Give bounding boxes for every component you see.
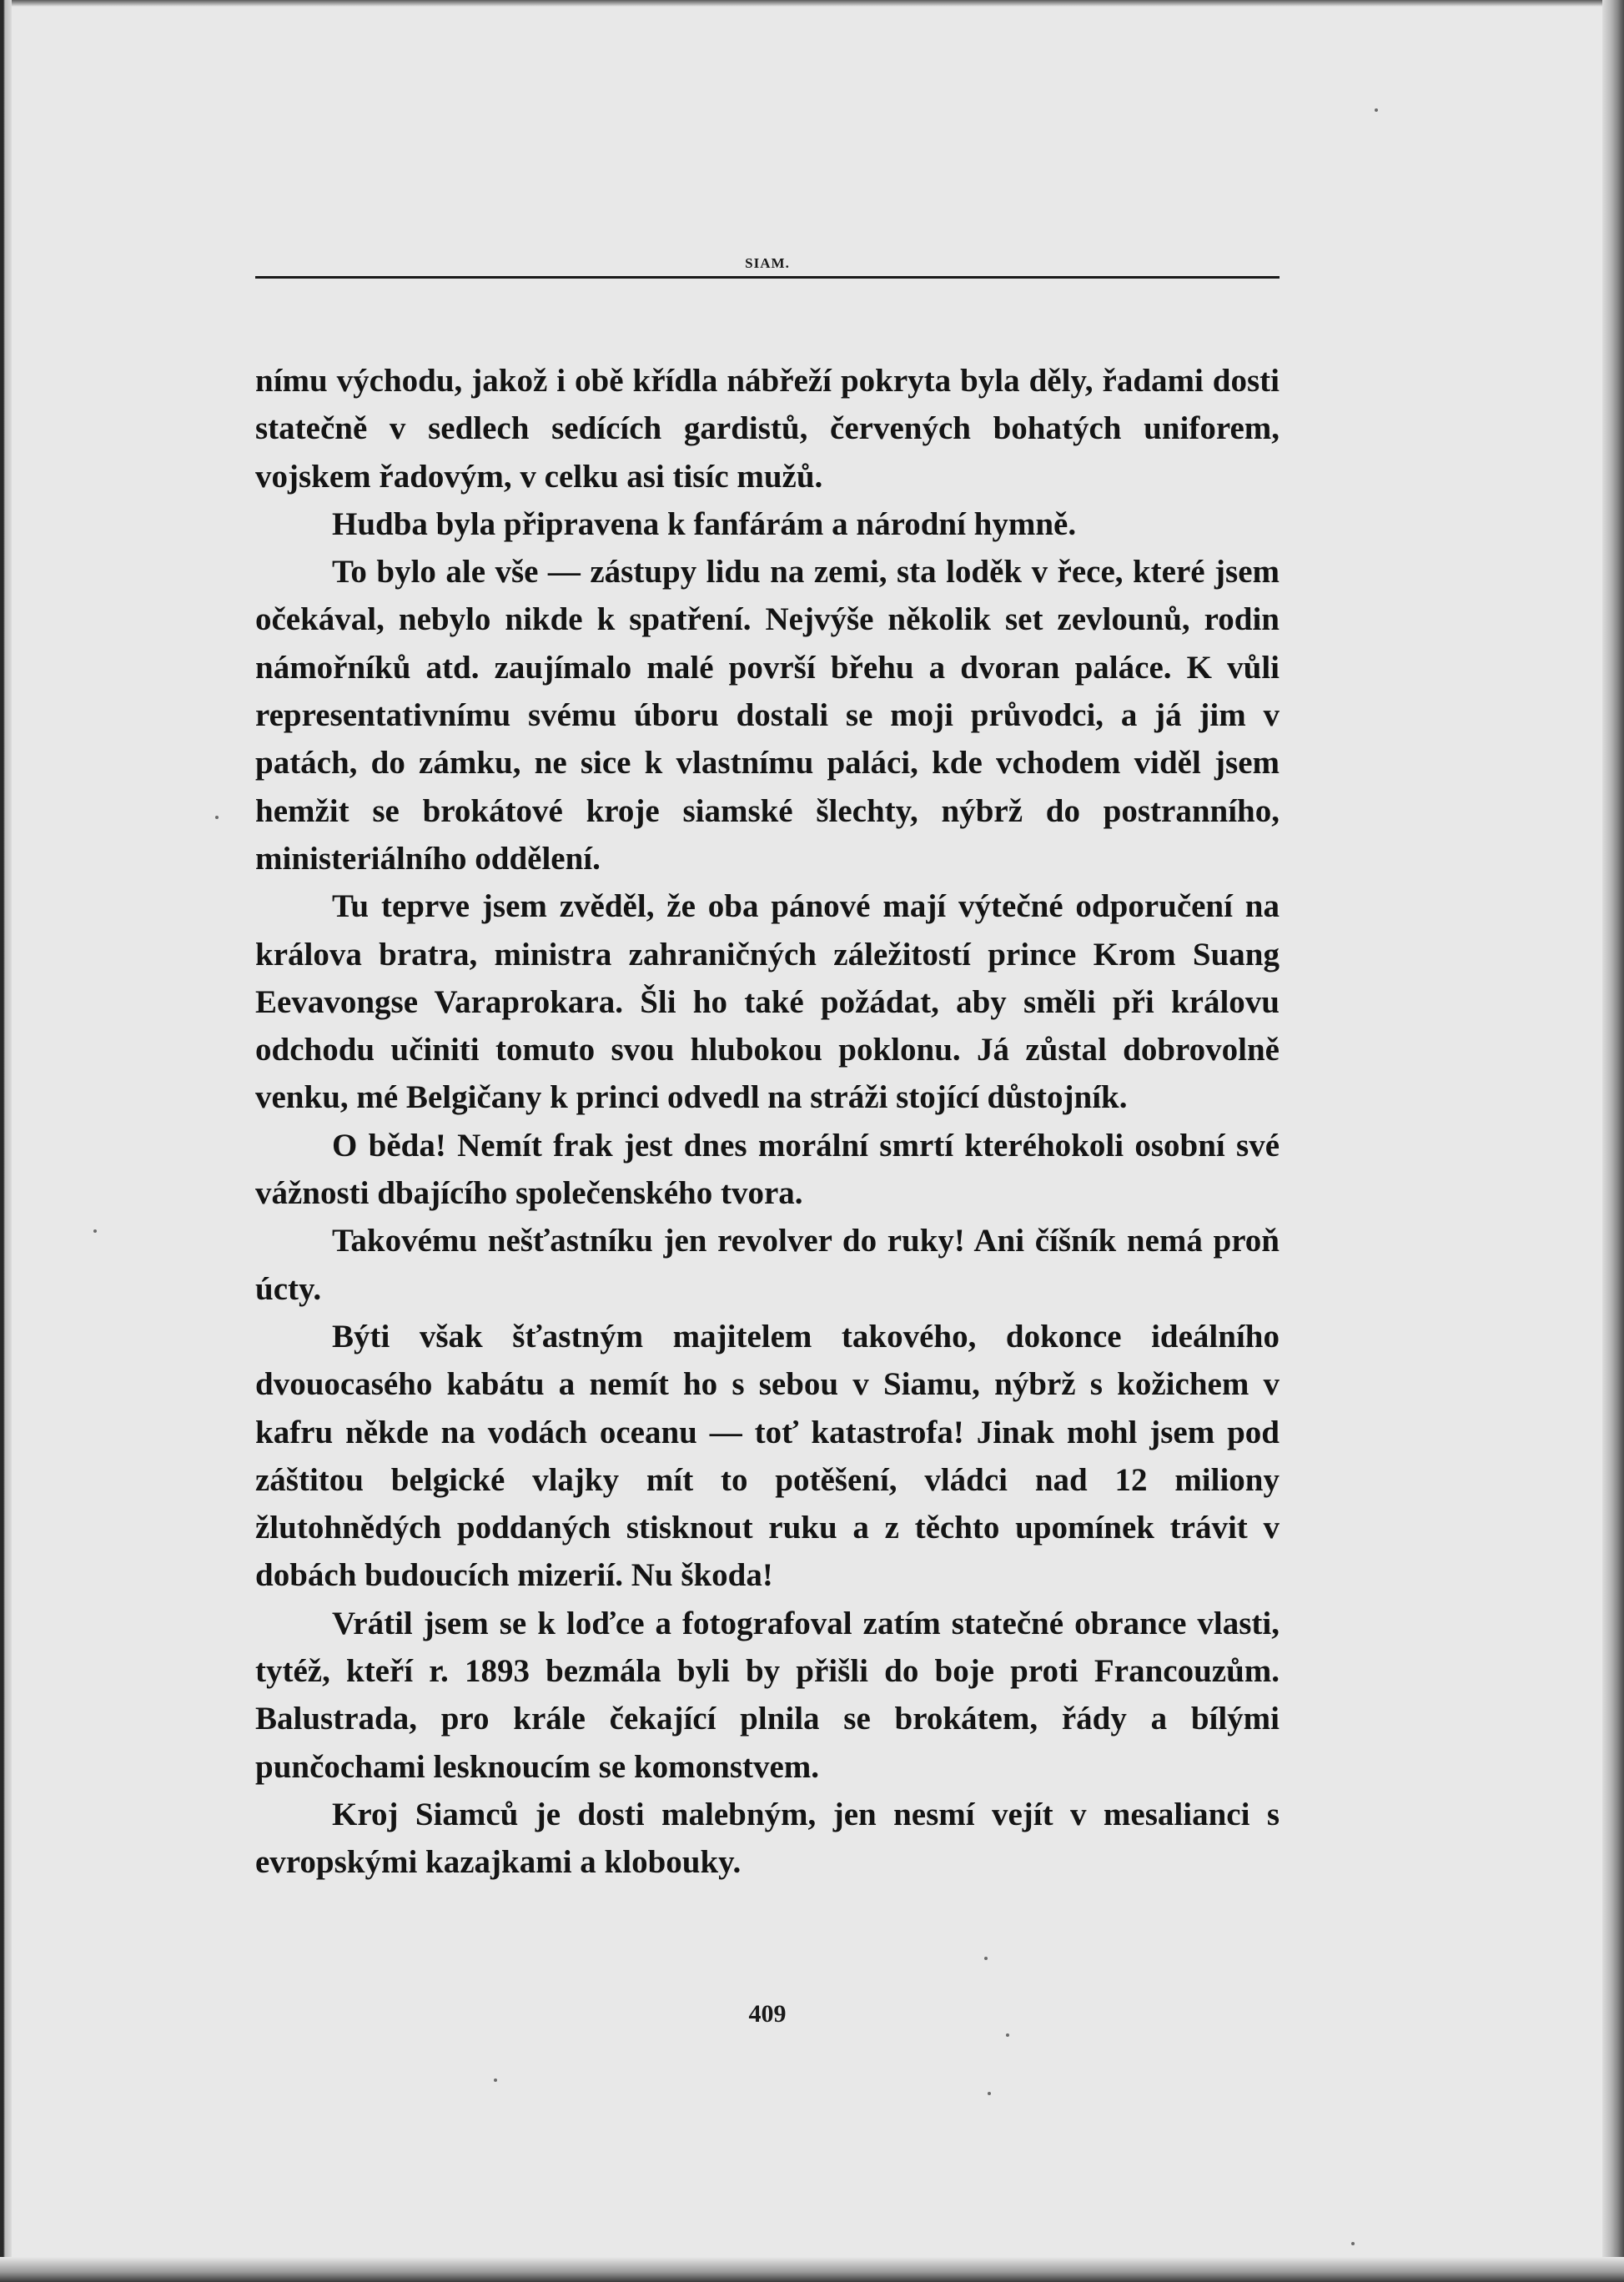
scan-speck <box>494 2078 497 2082</box>
paragraph: To bylo ale vše — zástupy lidu na zemi, sta loděk v řece, které jsem očekával, nebylo nikde k spatření. Nejvýše několik set zevlounů, rodin námořníků atd. zaujímalo malé površí břehu a dvoran paláce. K vůli representativnímu svému úboru dostali se moji průvodci, a já jim v patách, do zámku, ne sice k vlastnímu paláci, kde vchodem viděl jsem hemžit se brokátové kroje siamské šlechty, nýbrž do postranního, ministeriálního oddělení. <box>255 554 1280 877</box>
paragraph: O běda! Nemít frak jest dnes morální smrtí kteréhokoli osobní své vážnosti dbajícího společenského tvora. <box>255 1127 1280 1212</box>
paragraph: Vrátil jsem se k loďce a fotografoval zatím statečné obrance vlasti, tytéž, kteří r. 1893 bezmála byli by přišli do boje proti Francouzům. Balustrada, pro krále čekající plnila se brokátem, řády a bílými punčochami lesknoucím se komonstvem. <box>255 1605 1280 1785</box>
scan-speck <box>215 816 219 819</box>
paragraph: nímu východu, jakož i obě křídla nábřeží pokryta byla děly, řadami dosti statečně v sedlech sedících gardistů, červených bohatých uniforem, vojskem řadovým, v celku asi tisíc mužů. <box>255 363 1280 495</box>
paragraph: Tu teprve jsem zvěděl, že oba pánové mají výtečné odporučení na králova bratra, ministra zahraničných záležitostí prince Krom Suang Eevavongse Varaprokara. Šli ho také požádat, aby směli při královu odchodu učiniti tomuto svou hlubokou poklonu. Já zůstal dobrovolně venku, mé Belgičany k princi odvedl na stráži stojící důstojník. <box>255 888 1280 1116</box>
paragraph: Kroj Siamců je dosti malebným, jen nesmí vejít v mesalianci s evropskými kazajkami a klobouky. <box>255 1796 1280 1881</box>
scan-speck <box>1006 2033 1009 2037</box>
scan-edge-top <box>0 0 1624 7</box>
header-rule <box>255 276 1280 279</box>
running-head: SIAM. <box>745 255 790 271</box>
scan-edge-bottom <box>0 2257 1624 2282</box>
scan-speck <box>93 1229 97 1233</box>
scan-edge-right <box>1602 0 1624 2282</box>
paragraph: Takovému nešťastníku jen revolver do ruky! Ani číšník nemá proň úcty. <box>255 1223 1280 1307</box>
paragraph: Hudba byla připravena k fanfárám a národní hymně. <box>332 505 1077 542</box>
body-text <box>255 357 1280 1887</box>
scan-edge-left <box>0 0 12 2282</box>
scan-speck <box>984 1957 988 1960</box>
scan-speck <box>1351 2242 1355 2245</box>
paragraph: Býti však šťastným majitelem takového, dokonce ideálního dvouocasého kabátu a nemít ho s sebou v Siamu, nýbrž s kožichem v kafru někde na vodách oceanu — toť katastrofa! Jinak mohl jsem pod záštitou belgické vlajky mít to potěšení, vládci nad 12 miliony žlutohnědých poddaných stisknout ruku a z těchto upomínek trávit v dobách budoucích mizerií. Nu škoda! <box>255 1318 1280 1594</box>
scan-speck <box>1375 108 1378 112</box>
scan-speck <box>988 2092 991 2095</box>
page-number: 409 <box>748 2000 787 2028</box>
